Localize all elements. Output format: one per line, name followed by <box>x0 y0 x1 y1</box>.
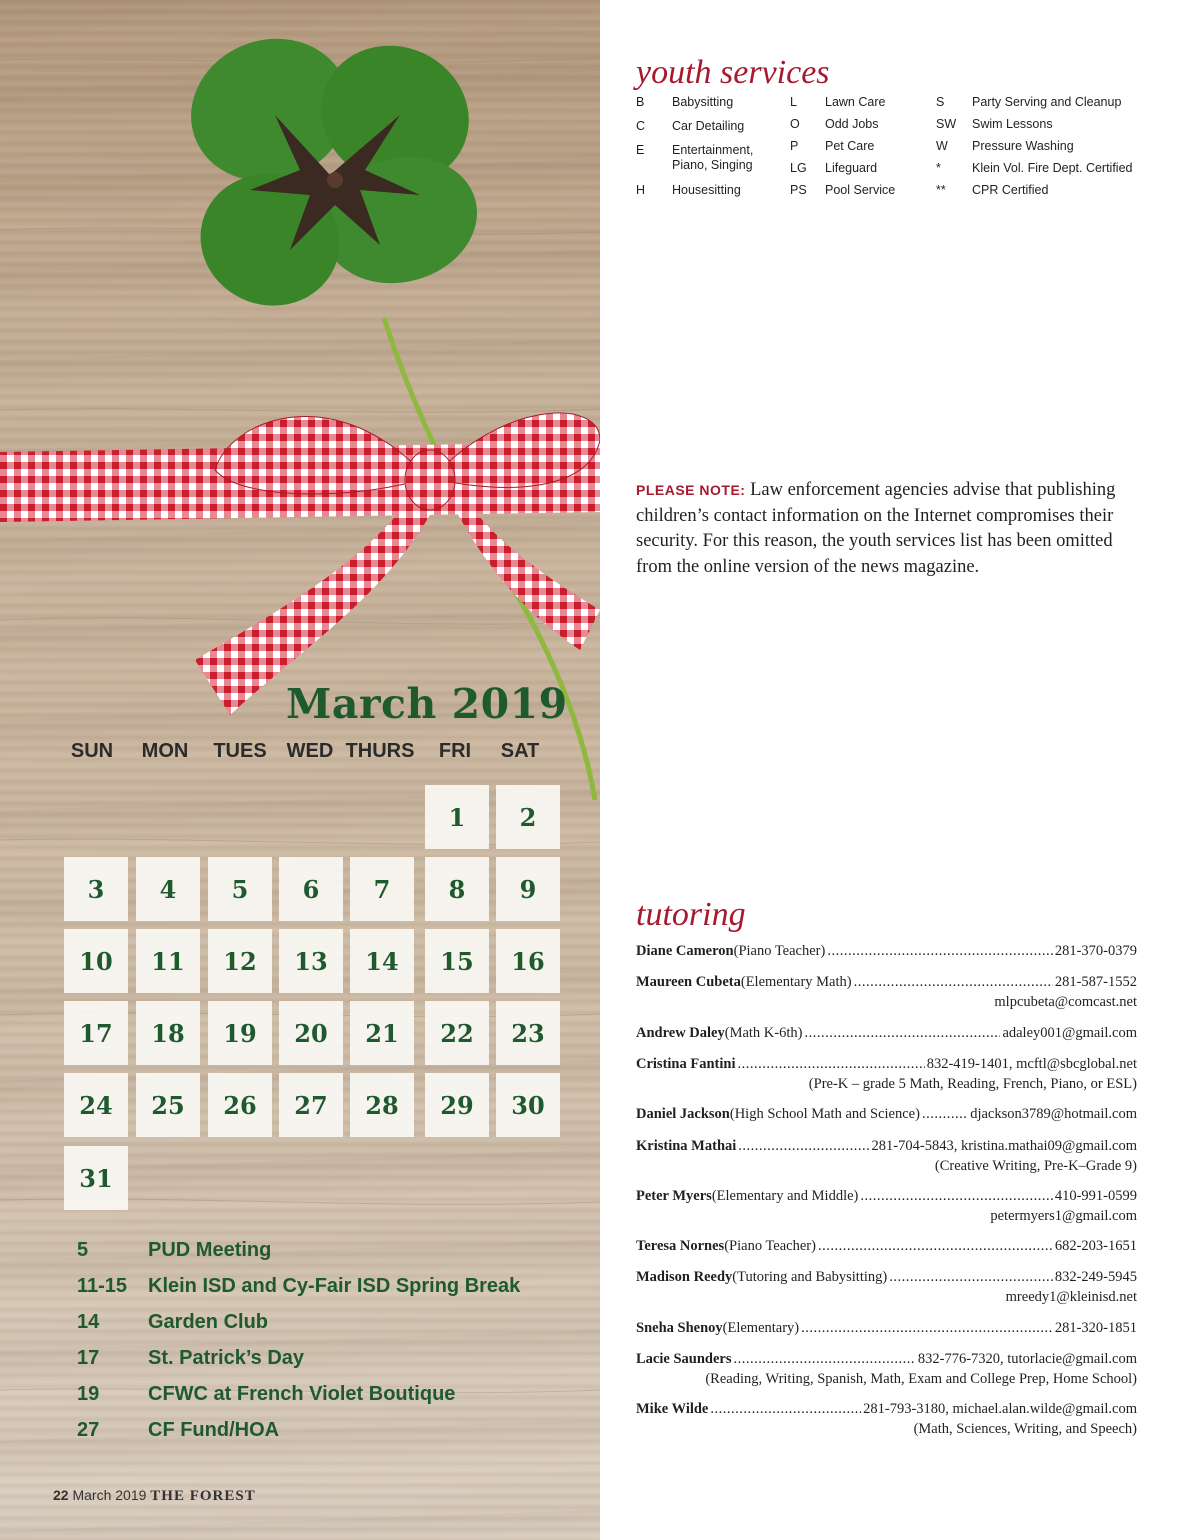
calendar-day[interactable]: 30 <box>496 1073 560 1137</box>
calendar-day[interactable]: 29 <box>425 1073 489 1137</box>
tutor-detail: (Elementary Math) <box>740 974 852 990</box>
event-date: 11-15 <box>77 1275 128 1297</box>
tutor-sub: petermyers1@gmail.com <box>990 1207 1137 1224</box>
tutor-entry <box>636 973 1137 1012</box>
tutor-name: Kristina Mathai <box>636 1138 737 1154</box>
tutor-sub: (Creative Writing, Pre-K–Grade 9) <box>934 1157 1137 1174</box>
leader-dots <box>733 1350 915 1370</box>
tutor-contact: adaley001@gmail.com <box>1002 1025 1137 1041</box>
calendar-day[interactable]: 24 <box>64 1073 128 1137</box>
leader-dots <box>801 1319 1053 1339</box>
calendar-day[interactable]: 23 <box>496 1001 560 1065</box>
tutor-name: Diane Cameron <box>636 943 734 959</box>
calendar-day[interactable]: 15 <box>425 929 489 993</box>
dow-sun: SUN <box>70 740 114 762</box>
tutor-entry <box>636 1237 1137 1257</box>
dow-mon: MON <box>141 740 189 762</box>
clover-leaves <box>171 17 492 325</box>
tutor-name: Lacie Saunders <box>636 1351 732 1367</box>
service-label: Housesitting <box>672 183 741 197</box>
leader-dots <box>922 1105 968 1125</box>
note-label: PLEASE NOTE: <box>636 482 746 498</box>
leader-dots <box>860 1187 1052 1207</box>
tutor-contact: 281-704-5843, kristina.mathai09@gmail.com <box>871 1138 1137 1154</box>
tutor-sub: mlpcubeta@comcast.net <box>994 993 1137 1010</box>
tutor-contact: 832-776-7320, tutorlacie@gmail.com <box>917 1351 1137 1367</box>
service-label: Car Detailing <box>672 119 745 133</box>
leader-dots <box>818 1237 1053 1257</box>
service-label: CPR Certified <box>972 183 1049 197</box>
tutor-sub: (Pre-K – grade 5 Math, Reading, French, Piano, or ESL) <box>808 1075 1137 1092</box>
service-label: Babysitting <box>672 95 734 109</box>
service-code: * <box>936 161 941 175</box>
calendar-day[interactable]: 4 <box>136 857 200 921</box>
please-note <box>636 478 1146 580</box>
event-name: CF Fund/HOA <box>148 1419 280 1441</box>
tutor-entry <box>636 1105 1137 1125</box>
service-label: Lawn Care <box>825 95 886 109</box>
dow-sat: SAT <box>500 740 540 762</box>
tutor-detail: (Piano Teacher) <box>733 943 826 959</box>
service-code: W <box>936 139 948 153</box>
tutor-detail: (Tutoring and Babysitting) <box>732 1269 888 1285</box>
publication-name: THE FOREST <box>150 1488 256 1504</box>
tutor-entry <box>636 1187 1137 1226</box>
tutor-detail: (Elementary) <box>722 1320 800 1336</box>
note-text: Law enforcement agencies advise that publishing children’s contact information on the Internet compromises their security. For this reason, the youth services list has been omitted from the online version of the news magazine. <box>636 480 1116 577</box>
issue-date: March 2019 <box>72 1487 147 1503</box>
service-code: B <box>636 95 645 109</box>
service-label: Party Serving and Cleanup <box>972 95 1122 109</box>
calendar-day[interactable]: 16 <box>496 929 560 993</box>
tutor-contact: 281-320-1851 <box>1054 1320 1137 1336</box>
service-label: Pet Care <box>825 139 875 153</box>
event-name: Garden Club <box>148 1311 269 1333</box>
tutor-sub: (Math, Sciences, Writing, and Speech) <box>913 1420 1137 1437</box>
youth-services-title: youth services <box>636 54 830 91</box>
service-code: S <box>936 95 945 109</box>
leader-dots <box>854 973 1053 993</box>
event-name: St. Patrick’s Day <box>148 1347 305 1369</box>
leader-dots <box>827 942 1053 962</box>
tutor-name: Mike Wilde <box>636 1401 709 1417</box>
calendar-day[interactable]: 6 <box>279 857 343 921</box>
calendar-day[interactable]: 1 <box>425 785 489 849</box>
calendar-day[interactable]: 2 <box>496 785 560 849</box>
tutor-entry <box>636 1319 1137 1339</box>
service-code: E <box>636 143 645 157</box>
tutor-contact: 832-249-5945 <box>1054 1269 1137 1285</box>
leader-dots <box>738 1137 869 1157</box>
service-label: Swim Lessons <box>972 117 1053 131</box>
calendar-day[interactable]: 17 <box>64 1001 128 1065</box>
service-code: O <box>790 117 800 131</box>
event-date: 27 <box>77 1419 100 1441</box>
dow-fri: FRI <box>438 740 472 762</box>
service-code: PS <box>790 183 807 197</box>
service-code: C <box>636 119 646 133</box>
service-code: P <box>790 139 799 153</box>
tutor-entry <box>636 942 1137 962</box>
tutor-entry <box>636 1024 1137 1044</box>
tutor-sub: mreedy1@kleinisd.net <box>1005 1288 1137 1305</box>
tutor-detail: (Piano Teacher) <box>724 1238 816 1254</box>
service-label: Odd Jobs <box>825 117 879 131</box>
calendar-day[interactable]: 18 <box>136 1001 200 1065</box>
tutor-contact: 682-203-1651 <box>1054 1238 1137 1254</box>
calendar-day[interactable]: 12 <box>208 929 272 993</box>
service-code: H <box>636 183 646 197</box>
tutor-name: Maureen Cubeta <box>636 974 741 990</box>
event-date: 17 <box>77 1347 100 1369</box>
calendar-day[interactable]: 25 <box>136 1073 200 1137</box>
dow-thurs: THURS <box>345 740 415 762</box>
event-date: 19 <box>77 1383 100 1405</box>
tutor-contact: 281-793-3180, michael.alan.wilde@gmail.com <box>863 1401 1137 1417</box>
service-code: ** <box>936 183 946 197</box>
leader-dots <box>738 1055 925 1075</box>
calendar-title: March 2019 <box>286 680 568 728</box>
calendar-day[interactable]: 7 <box>350 857 414 921</box>
service-label: Pool Service <box>825 183 896 197</box>
tutor-name: Daniel Jackson <box>636 1106 730 1122</box>
service-code: L <box>790 95 797 109</box>
calendar-day[interactable]: 19 <box>208 1001 272 1065</box>
calendar-day[interactable]: 9 <box>496 857 560 921</box>
tutor-name: Cristina Fantini <box>636 1056 736 1072</box>
tutor-contact: djackson3789@hotmail.com <box>970 1106 1137 1122</box>
leader-dots <box>889 1268 1053 1288</box>
tutor-sub: (Reading, Writing, Spanish, Math, Exam and College Prep, Home School) <box>705 1370 1137 1387</box>
tutor-name: Andrew Daley <box>636 1025 725 1041</box>
calendar-day[interactable]: 3 <box>64 857 128 921</box>
calendar-day[interactable]: 26 <box>208 1073 272 1137</box>
calendar-day[interactable]: 11 <box>136 929 200 993</box>
calendar-day[interactable]: 22 <box>425 1001 489 1065</box>
tutor-entry <box>636 1137 1137 1176</box>
tutor-contact: 410-991-0599 <box>1054 1188 1137 1204</box>
calendar-day[interactable]: 10 <box>64 929 128 993</box>
dow-wed: WED <box>286 740 334 762</box>
service-code: LG <box>790 161 807 175</box>
service-label: Lifeguard <box>825 161 878 175</box>
ribbon-bow <box>0 413 600 715</box>
service-label: Entertainment, Piano, Singing <box>672 143 754 172</box>
tutor-name: Madison Reedy <box>636 1269 733 1285</box>
calendar-day[interactable]: 27 <box>279 1073 343 1137</box>
service-label: Klein Vol. Fire Dept. Certified <box>972 161 1133 175</box>
tutor-entry <box>636 1350 1137 1389</box>
page-footer <box>53 1487 256 1505</box>
event-name: CFWC at French Violet Boutique <box>148 1383 456 1405</box>
tutor-name: Peter Myers <box>636 1188 712 1204</box>
service-code: SW <box>936 117 957 131</box>
calendar-day[interactable]: 21 <box>350 1001 414 1065</box>
tutor-contact: 281-370-0379 <box>1054 943 1137 959</box>
leader-dots <box>804 1024 1000 1044</box>
tutor-contact: 832-419-1401, mcftl@sbcglobal.net <box>926 1056 1137 1072</box>
event-name: Klein ISD and Cy-Fair ISD Spring Break <box>148 1275 521 1297</box>
calendar-day[interactable]: 5 <box>208 857 272 921</box>
tutor-detail: (High School Math and Science) <box>729 1106 920 1122</box>
event-name: PUD Meeting <box>148 1239 272 1261</box>
tutor-entry <box>636 1400 1137 1439</box>
calendar-day[interactable]: 28 <box>350 1073 414 1137</box>
tutor-name: Sneha Shenoy <box>636 1320 723 1336</box>
page-number: 22 <box>53 1487 69 1503</box>
calendar-day[interactable]: 8 <box>425 857 489 921</box>
tutor-name: Teresa Nornes <box>636 1238 725 1254</box>
dow-tues: TUES <box>213 740 267 762</box>
calendar-day[interactable]: 31 <box>64 1146 128 1210</box>
calendar-day[interactable]: 13 <box>279 929 343 993</box>
tutor-detail: (Elementary and Middle) <box>711 1188 859 1204</box>
calendar-day[interactable]: 14 <box>350 929 414 993</box>
leader-dots <box>710 1400 861 1420</box>
tutor-entry <box>636 1055 1137 1094</box>
tutor-contact: 281-587-1552 <box>1054 974 1137 990</box>
tutoring-title: tutoring <box>636 896 746 933</box>
calendar-day[interactable]: 20 <box>279 1001 343 1065</box>
service-label: Pressure Washing <box>972 139 1074 153</box>
tutor-detail: (Math K-6th) <box>724 1025 803 1041</box>
tutor-entry <box>636 1268 1137 1307</box>
event-date: 5 <box>77 1239 89 1261</box>
event-date: 14 <box>77 1311 100 1333</box>
